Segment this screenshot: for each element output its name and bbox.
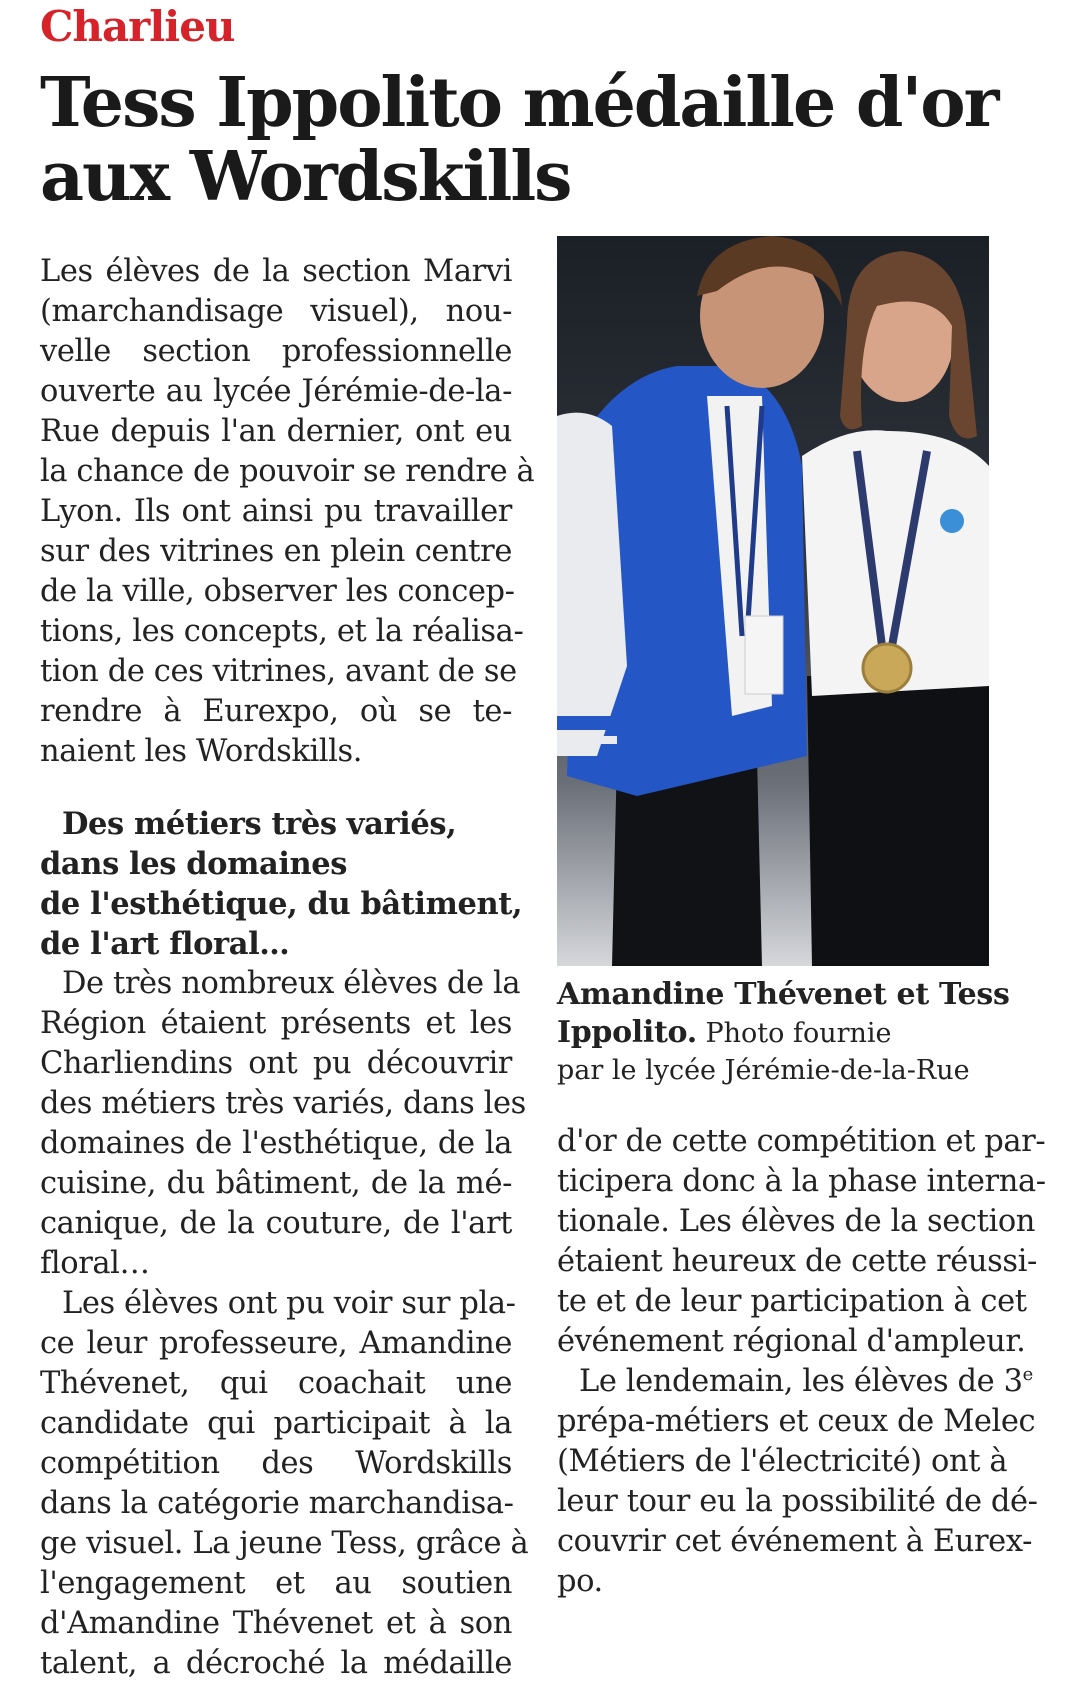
body-text-line xyxy=(40,372,512,412)
subheading-line xyxy=(40,804,512,844)
section-kicker: Charlieu xyxy=(40,2,235,51)
body-text-line xyxy=(40,732,512,772)
body-text-line xyxy=(40,1524,529,1564)
body-text-line xyxy=(557,1202,1036,1242)
body-text-line xyxy=(40,1324,512,1364)
body-text-line xyxy=(40,652,517,692)
line-text: cuisine, du bâtiment, de la mé- xyxy=(40,1166,512,1201)
body-text-line xyxy=(557,1322,1026,1362)
line-text: Le lendemain, les élèves de 3 xyxy=(579,1364,1023,1399)
left-text-column xyxy=(40,252,535,1684)
line-text: d'or de cette compétition et par- xyxy=(557,1124,1046,1159)
line-text: de l'art floral… xyxy=(40,926,290,962)
body-text-line xyxy=(557,1522,1032,1562)
line-text: de l'esthétique, du bâtiment, xyxy=(40,886,523,922)
subheading-line xyxy=(40,884,523,924)
body-text-line xyxy=(557,1562,989,1602)
right-text-column xyxy=(557,1122,1046,1602)
line-text: Les élèves de la section Marvi xyxy=(40,254,512,289)
caption-names: Amandine Thévenet et Tess xyxy=(557,977,1010,1012)
caption-credit: par le lycée Jérémie-de-la-Rue xyxy=(557,1055,970,1086)
line-text: candidate qui participait à la xyxy=(40,1406,512,1441)
line-text: (marchandisage visuel), nou- xyxy=(40,294,512,329)
body-text-line xyxy=(40,1044,512,1084)
body-text-line xyxy=(40,532,512,572)
line-text: floral… xyxy=(40,1246,150,1281)
line-text: sur des vitrines en plein centre xyxy=(40,534,512,569)
body-text-line xyxy=(40,964,521,1004)
line-text: leur tour eu la possibilité de dé- xyxy=(557,1484,1038,1519)
photo-caption xyxy=(557,976,1010,1089)
body-text-line xyxy=(40,572,515,612)
line-text: Thévenet, qui coachait une xyxy=(40,1366,512,1401)
body-text-line xyxy=(40,1364,512,1404)
body-text-line xyxy=(40,1284,516,1324)
article-photo xyxy=(557,236,989,966)
line-text: (Métiers de l'électricité) ont à xyxy=(557,1444,1008,1479)
line-text: dans la catégorie marchandisa- xyxy=(40,1486,514,1521)
body-text-line xyxy=(557,1242,1037,1282)
body-text-line xyxy=(557,1122,1046,1162)
caption-credit: Photo fournie xyxy=(696,1018,892,1049)
line-text: Des métiers très variés, xyxy=(62,806,457,842)
body-text-line xyxy=(40,1084,526,1124)
line-text: canique, de la couture, de l'art xyxy=(40,1206,512,1241)
body-text-line xyxy=(557,1442,1008,1482)
body-text-line xyxy=(40,612,524,652)
line-text: naient les Wordskills. xyxy=(40,734,363,769)
line-text: la chance de pouvoir se rendre à xyxy=(40,454,535,489)
body-text-line xyxy=(40,1004,512,1044)
body-text-line xyxy=(40,332,512,372)
body-text-line xyxy=(40,692,512,732)
body-text-line xyxy=(40,1204,512,1244)
headline-line: Tess Ippolito médaille d'or xyxy=(40,63,998,143)
line-text: tions, les concepts, et la réalisa- xyxy=(40,614,524,649)
body-text-line xyxy=(40,1644,512,1684)
line-text: ce leur professeure, Amandine xyxy=(40,1326,512,1361)
line-text: ticipera donc à la phase interna- xyxy=(557,1164,1046,1199)
body-text-line xyxy=(40,1604,512,1644)
line-text: tion de ces vitrines, avant de se xyxy=(40,654,517,689)
line-text: Charliendins ont pu découvrir xyxy=(40,1046,512,1081)
body-text-line xyxy=(40,1444,512,1484)
article xyxy=(40,0,1046,1697)
caption-names: Ippolito. xyxy=(557,1015,697,1050)
line-text: d'Amandine Thévenet et à son xyxy=(40,1606,512,1641)
line-text: Région étaient présents et les xyxy=(40,1006,512,1041)
line-text: événement régional d'ampleur. xyxy=(557,1324,1026,1359)
paragraph-gap xyxy=(40,772,512,804)
body-text-line xyxy=(557,1482,1038,1522)
body-text-line xyxy=(557,1362,1033,1402)
body-text-line xyxy=(40,1124,512,1164)
line-text: rendre à Eurexpo, où se te- xyxy=(40,694,512,729)
subheading-line xyxy=(40,844,512,884)
body-text-line xyxy=(40,1164,512,1204)
body-text-line xyxy=(557,1402,1036,1442)
line-text: te et de leur participation à cet xyxy=(557,1284,1027,1319)
line-text: Rue depuis l'an dernier, ont eu xyxy=(40,414,512,449)
body-text-line xyxy=(40,492,512,532)
line-text: Lyon. Ils ont ainsi pu travailler xyxy=(40,494,512,529)
line-text: Les élèves ont pu voir sur pla- xyxy=(62,1286,516,1321)
superscript: e xyxy=(1022,1363,1033,1385)
line-text: prépa-métiers et ceux de Melec xyxy=(557,1404,1036,1439)
line-text: des métiers très variés, dans les xyxy=(40,1086,526,1121)
line-text: ouverte au lycée Jérémie-de-la- xyxy=(40,374,512,409)
line-text: po. xyxy=(557,1564,603,1599)
line-text: étaient heureux de cette réussi- xyxy=(557,1244,1037,1279)
line-text: ge visuel. La jeune Tess, grâce à xyxy=(40,1526,529,1561)
body-text-line xyxy=(557,1162,1046,1202)
body-text-line xyxy=(557,1282,1027,1322)
body-text-line xyxy=(40,1404,512,1444)
line-text: de la ville, observer les concep- xyxy=(40,574,515,609)
line-text: l'engagement et au soutien xyxy=(40,1566,512,1601)
line-text: compétition des Wordskills xyxy=(40,1446,512,1481)
line-text: talent, a décroché la médaille xyxy=(40,1646,512,1681)
headline xyxy=(40,63,1030,217)
headline-line: aux Wordskills xyxy=(40,137,571,217)
body-text-line xyxy=(40,1484,512,1524)
line-text: dans les domaines xyxy=(40,846,348,882)
subheading-line xyxy=(40,924,512,964)
line-text: domaines de l'esthétique, de la xyxy=(40,1126,512,1161)
body-text-line xyxy=(40,412,512,452)
body-text-line xyxy=(40,452,535,492)
line-text: De très nombreux élèves de la xyxy=(62,966,521,1001)
line-text: couvrir cet événement à Eurex- xyxy=(557,1524,1032,1559)
line-text: velle section professionnelle xyxy=(40,334,512,369)
body-text-line xyxy=(40,252,512,292)
photo-illustration xyxy=(557,236,989,966)
line-text: tionale. Les élèves de la section xyxy=(557,1204,1036,1239)
body-text-line xyxy=(40,1564,512,1604)
body-text-line xyxy=(40,1244,512,1284)
body-text-line xyxy=(40,292,512,332)
